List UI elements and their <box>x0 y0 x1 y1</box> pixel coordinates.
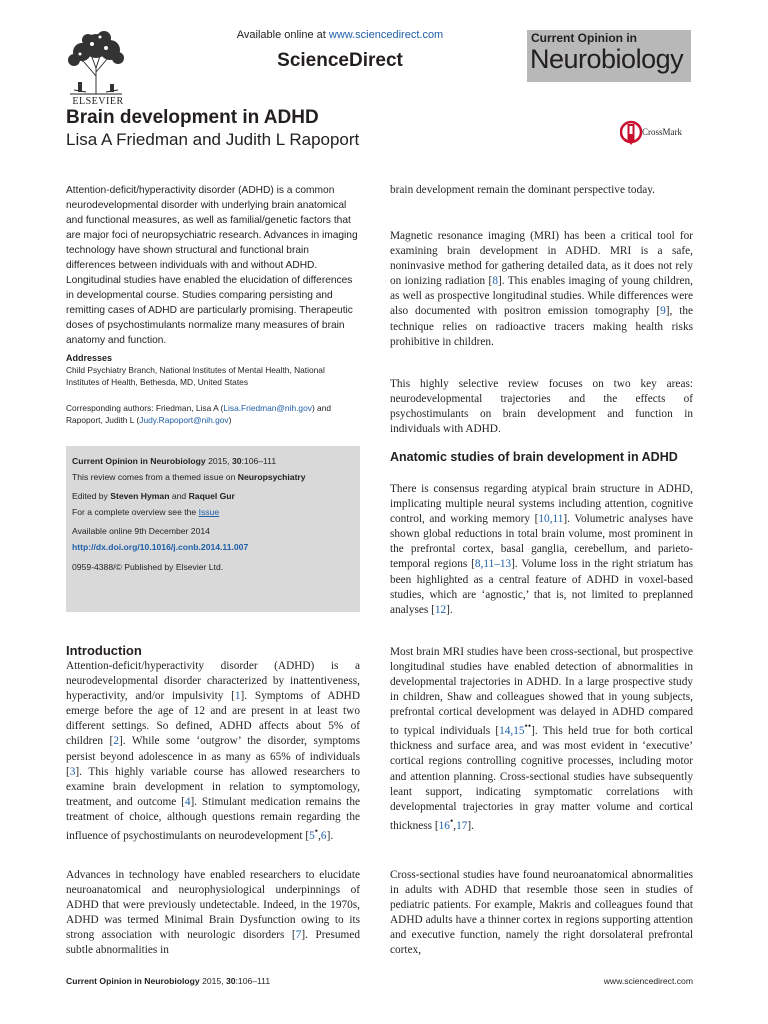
ref-link[interactable]: 10,11 <box>538 513 564 526</box>
corr-suffix: ) <box>228 415 232 425</box>
ref-bullet: • <box>449 816 454 827</box>
right-paragraph-4: There is consensus regarding atypical brain structure in ADHD, implicating multiple neural systems including attention, cognitive control, and working memory [10,11]. Volumetric analyses have shown global reductions in total brain volume, most prominent in the prefrontal cortex, basal ganglia, cerebellum, and parieto-temporal regions [8,11–13]. Volume loss in the right striatum has been highlighted as a central feature of ADHD in voxel-based studies, which are ‘agnostic,’ that is, not limited to preplanned analyses [12]. <box>390 483 693 616</box>
footer-url-link[interactable]: www.sciencedirect.com <box>603 976 693 986</box>
ref-link[interactable]: 8,11–13 <box>474 558 512 571</box>
footer-citation: Current Opinion in Neurobiology 2015, 30:106–111 <box>66 976 271 986</box>
intro-paragraph-1: Attention-deficit/hyperactivity disorder (ADHD) is a neurodevelopmental disorder characterized by inattentiveness, hyperactivity, and/or impulsivity [1]. Symptoms of ADHD emerge before the age of 12 and are present in at least two different settings. So defined, ADHD affects about 5% of children [2]. While some ‘outgrow’ the disorder, symptoms persist beyond adolescence in as many as 65% of individuals [3]. This highly variable course has allowed researchers to examine brain development in relation to symptomology, treatment, and outcome [4]. Stimulant medication remains the treatment of choice, although questions remain regarding the influence of psychostimulants on neurodevelopment [5•,6]. <box>66 660 360 842</box>
ref-link[interactable]: 4 <box>184 795 191 808</box>
right-paragraph-6: Cross-sectional studies have found neuroanatomical abnormalities in adults with ADHD that resemble those seen in studies of pediatric patients. For example, Makris and colleagues found that ADHD adults have a thinner cortex in regions supporting attention and executive function, namely the right dorsolateral prefrontal cortex, <box>390 869 693 957</box>
abstract: Attention-deficit/hyperactivity disorder (ADHD) is a common neurodevelopmental disorder with underlying brain anatomical and functional measures, as well as familial/genetic factors that are major foci of neuropsychiatric research. Advances in imaging technology have shown structural and functional brain differences between individuals with and without ADHD. Longitudinal studies have enabled the elucidation of differences in developmental course. Studies comparing persisting and remitting cases of ADHD are particularly promising. Therapeutic doses of psychostimulants normalize many measures of brain anatomy and function. <box>66 185 358 346</box>
crossmark-label: CrossMark <box>642 127 682 137</box>
article-authors: Lisa A Friedman and Judith L Rapoport <box>66 130 360 149</box>
info-editors: Edited by Steven Hyman and Raquel Gur <box>72 491 235 501</box>
email-link-rapoport[interactable]: Judy.Rapoport@nih.gov <box>139 415 229 425</box>
ref-link[interactable]: 8 <box>492 275 498 288</box>
ref-bullet: •• <box>524 722 532 733</box>
addresses-text: Child Psychiatry Branch, National Institutes of Mental Health, National Institutes of Health, Bethesda, MD, United States <box>66 365 325 387</box>
ref-link[interactable]: 12 <box>434 603 447 616</box>
info-citation: Current Opinion in Neurobiology 2015, 30:106–111 <box>72 456 277 466</box>
platform-name: ScienceDirect <box>277 50 403 71</box>
ref-link[interactable]: 6 <box>320 829 327 842</box>
email-link-friedman[interactable]: Lisa.Friedman@nih.gov <box>223 403 312 413</box>
info-overview: For a complete overview see the Issue <box>72 507 220 517</box>
corresponding-authors <box>66 402 360 426</box>
right-paragraph-1: brain development remain the dominant perspective today. <box>390 184 655 196</box>
article-title: Brain development in ADHD <box>66 107 319 128</box>
anatomic-studies-heading: Anatomic studies of brain development in ADHD <box>390 450 678 464</box>
ref-link[interactable]: 14,15 <box>499 725 525 738</box>
ref-link[interactable]: 16 <box>438 819 450 832</box>
ref-bullet: • <box>314 827 319 838</box>
right-paragraph-5: Most brain MRI studies have been cross-sectional, but prospective longitudinal studies have enabled detection of abnormalities in developmental trajectories in ADHD. In a large prospective study in children, Shaw and colleagues showed that in young subjects, prefrontal cortical development was delayed in ADHD compared to typical individuals [14,15••]. This held true for both cortical thickness and surface area, and was most evident in ‘executive’ cortical regions controlling cognitive processes, including motor and attention planning. Cross-sectional studies have subsequently leant support, indicating symptomatic correlations with developmental trajectories in gray matter volume and cortical thickness [16•,17]. <box>390 646 693 832</box>
ref-link[interactable]: 7 <box>295 929 302 942</box>
publisher-name: ELSEVIER <box>72 96 124 107</box>
info-theme-name: Neuropsychiatry <box>237 472 306 482</box>
crossmark-icon <box>620 119 642 149</box>
addresses-heading: Addresses <box>66 353 113 363</box>
available-online <box>200 29 480 41</box>
ref-link[interactable]: 1 <box>234 690 241 703</box>
doi-link[interactable]: http://dx.doi.org/10.1016/j.conb.2014.11.007 <box>72 542 249 552</box>
corr-middle: ) and Rapoport, Judith L ( <box>66 403 332 425</box>
right-paragraph-3: This highly selective review focuses on two key areas: neurodevelopmental trajectories and the effects of psychostimulants on brain development and function in individuals with ADHD. <box>390 378 693 436</box>
journal-banner-top: Current Opinion in <box>531 31 637 45</box>
available-prefix: Available online at <box>236 29 329 41</box>
info-available: Available online 9th December 2014 <box>72 526 210 536</box>
article-info-box <box>66 446 360 612</box>
info-journal: Current Opinion in Neurobiology <box>72 456 206 466</box>
introduction-heading: Introduction <box>66 643 142 658</box>
ref-link[interactable]: 2 <box>113 735 119 748</box>
sciencedirect-url-link[interactable]: www.sciencedirect.com <box>328 29 444 41</box>
issue-link[interactable]: Issue <box>198 507 220 517</box>
info-theme: This review comes from a themed issue on Neuropsychiatry <box>72 472 306 482</box>
ref-link[interactable]: 3 <box>69 765 76 778</box>
corr-prefix: Corresponding authors: Friedman, Lisa A ( <box>66 403 224 413</box>
copyright-icon: © <box>115 562 122 572</box>
ref-link[interactable]: 17 <box>456 819 468 832</box>
ref-link[interactable]: 9 <box>660 305 666 318</box>
right-paragraph-2: Magnetic resonance imaging (MRI) has been a critical tool for examining brain development in ADHD. MRI is a safe, noninvasive method for gathering detailed data, as it does not rely on ionizing radiation [8]. This enables imaging of young children, as well as prospective longitudinal studies. While differences were also documented with positron emission tomography [9], the technique relies on radioactive tracers making health risks prohibitive in children. <box>390 230 693 348</box>
intro-paragraph-2: Advances in technology have enabled researchers to elucidate neuroanatomical and neurophysiological underpinnings of ADHD that were previously undetectable. Indeed, in the 1970s, ADHD was termed Minimal Brain Dysfunction owing to its strong association with neurologic disorders [7]. Presumed subtle abnormalities in <box>66 869 360 957</box>
journal-banner-main: Neurobiology <box>530 44 684 74</box>
journal-banner <box>527 30 691 82</box>
info-copyright: 0959-4388/© Published by Elsevier Ltd. <box>72 562 224 572</box>
crossmark-button[interactable] <box>620 119 730 151</box>
elsevier-tree-logo <box>66 28 126 104</box>
ref-link[interactable]: 5 <box>309 829 315 842</box>
